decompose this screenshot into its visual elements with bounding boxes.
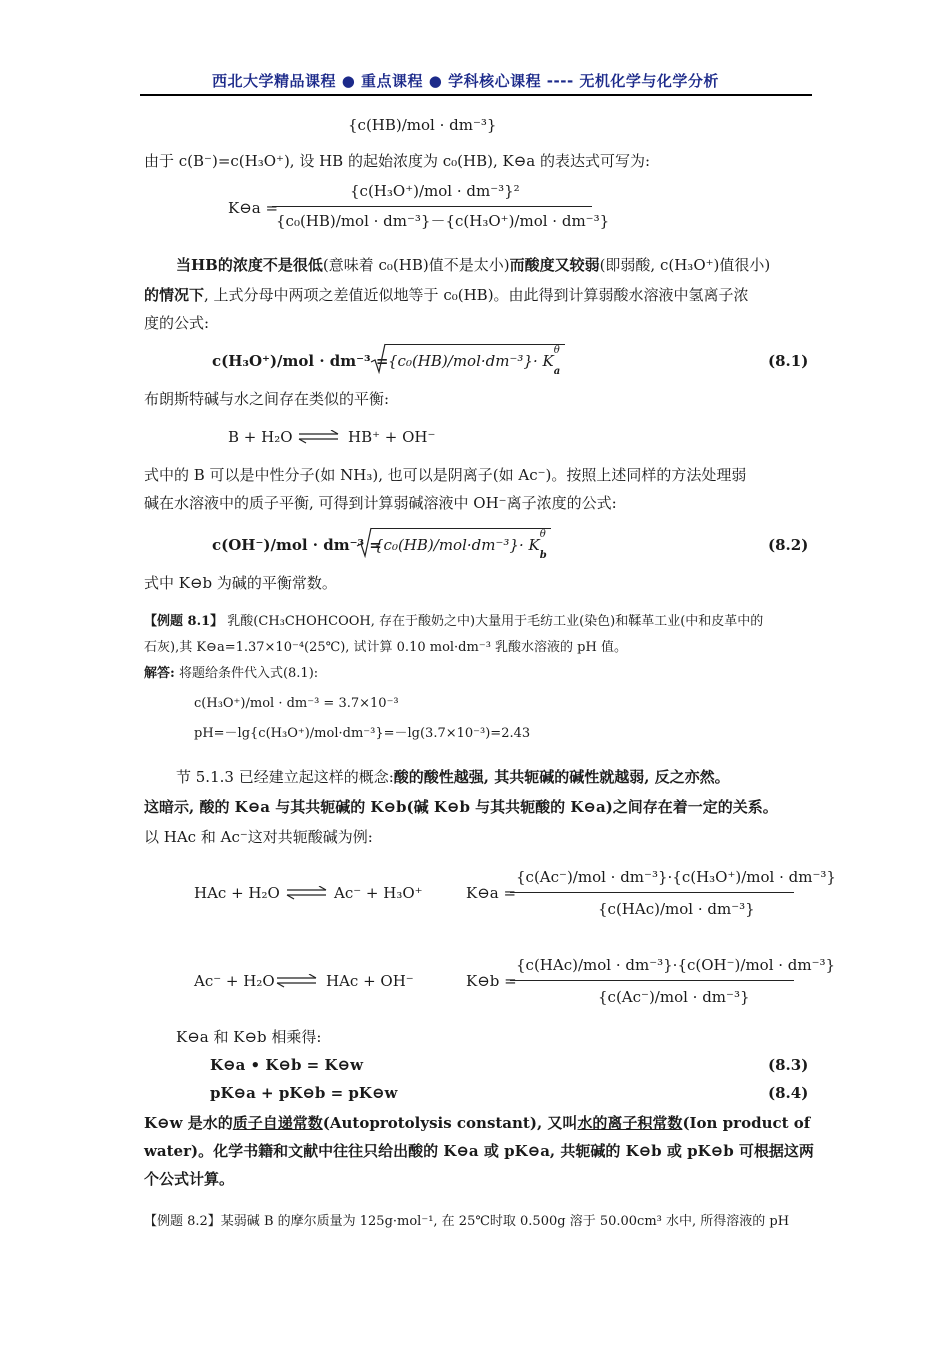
paragraph-kw-line3: 个公式计算。 [144,1170,235,1188]
paragraph-ka-intro: 由于 c(B⁻)=c(H₃O⁺), 设 HB 的起始浓度为 c₀(HB), K⊖a 的表达式可写为: [144,152,651,170]
eq-ac-right: HAc + OH⁻ [326,972,414,990]
paragraph-condition-line1 [176,256,770,274]
condition-bold-2: 而酸度又较弱 [509,256,600,274]
eq-hac-numerator: {c(Ac⁻)/mol · dm⁻³}·{c(H₃O⁺)/mol · dm⁻³} [516,868,836,886]
eq-hac-denominator: {c(HAc)/mol · dm⁻³} [598,900,755,918]
eq-base-right: HB⁺ + OH⁻ [348,428,436,446]
example-82-line1: 【例题 8.2】某弱碱 B 的摩尔质量为 125g·mol⁻¹, 在 25℃时取 0.500g 溶于 50.00cm³ 水中, 所得溶液的 pH [144,1214,790,1229]
eq-ac-left: Ac⁻ + H₂O [194,972,275,990]
kw-text-a: K⊖w 是水的 [144,1114,233,1132]
condition-normal-1: (意味着 c₀(HB)值不是太小) [322,256,510,274]
eq-hac-right: Ac⁻ + H₃O⁺ [334,884,423,902]
eq-ka-numerator: {c(H₃O⁺)/mol · dm⁻³}² [350,182,520,200]
example-81-answer-tag: 解答: [144,666,175,681]
eq-base-left: B + H₂O [228,428,293,446]
example-81-line1 [144,614,763,630]
header-rule [140,94,812,96]
equilibrium-arrow-icon [276,974,318,988]
paragraph-kw-line1 [144,1114,810,1132]
paragraph-base-intro: 布朗斯特碱与水之间存在类似的平衡: [144,390,390,408]
condition-bold-1: 当HB的浓度不是很低 [176,256,323,274]
eq83-text: K⊖a • K⊖b = K⊖w [210,1056,363,1074]
eq81-radicand-text: {c₀(HB)/mol·dm⁻³}· K [388,352,554,370]
eq81-sup: θ [553,345,560,356]
eq81-radical-bar [385,344,565,345]
eq-ka-fraction-bar [272,206,592,207]
eq82-radical-sign [356,526,372,558]
eq82-radical-bar [371,528,551,529]
example-81-answer-line2: c(H₃O⁺)/mol · dm⁻³ = 3.7×10⁻³ [194,696,399,711]
eq-hac-fraction-bar [510,892,794,893]
eq-ac-k: K⊖b = [466,972,517,990]
condition-normal-2: (即弱酸, c(H₃O⁺)值很小) [599,256,771,274]
eq84-number: (8.4) [768,1084,809,1102]
paragraph-multiply: K⊖a 和 K⊖b 相乘得: [176,1028,322,1046]
paragraph-conjugate-line1 [176,768,730,786]
kw-text-c: (Ion product of [682,1114,811,1132]
fraction-fragment: {c(HB)/mol · dm⁻³} [348,116,497,134]
paragraph-condition-line3: 度的公式: [144,314,210,332]
kw-text-b: (Autoprotolysis constant), 又叫 [322,1114,578,1132]
paragraph-kw-line2: water)。化学书籍和文献中往往只给出酸的 K⊖a 或 pK⊖a, 共轭碱的 K⊖b 或 pK⊖b 可根据这两 [144,1142,814,1160]
example-81-answer-line1 [144,666,318,682]
eq-ac-denominator: {c(Ac⁻)/mol · dm⁻³} [598,988,750,1006]
eq81-radical-sign [370,342,386,374]
condition-bold-3: 的情况下 [144,286,205,304]
paragraph-base-line2: 碱在水溶液中的质子平衡, 可得到计算弱碱溶液中 OH⁻离子浓度的公式: [144,494,617,512]
equilibrium-arrow-icon [286,886,328,900]
eq82-radicand-text: {c₀(HB)/mol·dm⁻³}· K [374,536,540,554]
eq83-number: (8.3) [768,1056,809,1074]
example-81-answer-line3: pH=－lg{c(H₃O⁺)/mol·dm⁻³}=－lg(3.7×10⁻³)=2.43 [194,726,531,741]
paragraph-kb-note: 式中 K⊖b 为碱的平衡常数。 [144,574,337,592]
eq81-radicand [388,345,561,377]
equilibrium-arrow-icon [298,430,340,444]
example-81-tag: 【例题 8.1】 [144,614,224,629]
kw-ion-product-term: 水的离子积常数 [577,1114,683,1132]
eq81-sub: a [553,366,561,377]
eq-ka-lhs: K⊖a = [228,199,279,217]
conjugate-normal: 节 5.1.3 已经建立起这样的概念: [176,768,394,786]
kw-autoprotolysis-term: 质子自递常数 [232,1114,323,1132]
eq82-sup: θ [539,529,546,540]
page-header: 西北大学精品课程 ● 重点课程 ● 学科核心课程 ---- 无机化学与化学分析 [212,72,719,90]
example-81-line2: 石灰),其 K⊖a=1.37×10⁻⁴(25℃), 试计算 0.10 mol·dm⁻³ 乳酸水溶液的 pH 值。 [144,640,627,655]
eq82-lhs: c(OH⁻)/mol · dm⁻³ = [212,536,382,554]
paragraph-conjugate-line3: 以 HAc 和 Ac⁻这对共轭酸碱为例: [144,828,373,846]
paragraph-base-line1: 式中的 B 可以是中性分子(如 NH₃), 也可以是阴离子(如 Ac⁻)。按照上述同样的方法处理弱 [144,466,747,484]
example-81-text1: 乳酸(CH₃CHOHCOOH, 存在于酸奶之中)大量用于毛纺工业(染色)和鞣革工业(中和皮革中的 [227,614,764,629]
conjugate-bold: 酸的酸性越强, 其共轭碱的碱性就越弱, 反之亦然。 [393,768,730,786]
eq82-radicand [374,529,547,561]
eq81-lhs: c(H₃O⁺)/mol · dm⁻³ = [212,352,389,370]
eq84-text: pK⊖a + pK⊖b = pK⊖w [210,1084,398,1102]
eq-ac-numerator: {c(HAc)/mol · dm⁻³}·{c(OH⁻)/mol · dm⁻³} [516,956,836,974]
eq-ka-denominator: {c₀(HB)/mol · dm⁻³}－{c(H₃O⁺)/mol · dm⁻³} [276,212,610,230]
eq82-sub: b [539,550,547,561]
eq-hac-k: K⊖a = [466,884,517,902]
eq81-number: (8.1) [768,352,809,370]
eq-hac-left: HAc + H₂O [194,884,280,902]
condition-normal-3: , 上式分母中两项之差值近似地等于 c₀(HB)。由此得到计算弱酸水溶液中氢离子浓 [204,286,749,304]
paragraph-conjugate-line2: 这暗示, 酸的 K⊖a 与其共轭碱的 K⊖b(碱 K⊖b 与其共轭酸的 K⊖a)之间存在着一定的关系。 [144,798,778,816]
eq82-number: (8.2) [768,536,809,554]
paragraph-condition-line2 [144,286,749,304]
example-81-answer-text: 将题给条件代入式(8.1): [178,666,319,681]
eq-ac-fraction-bar [510,980,794,981]
